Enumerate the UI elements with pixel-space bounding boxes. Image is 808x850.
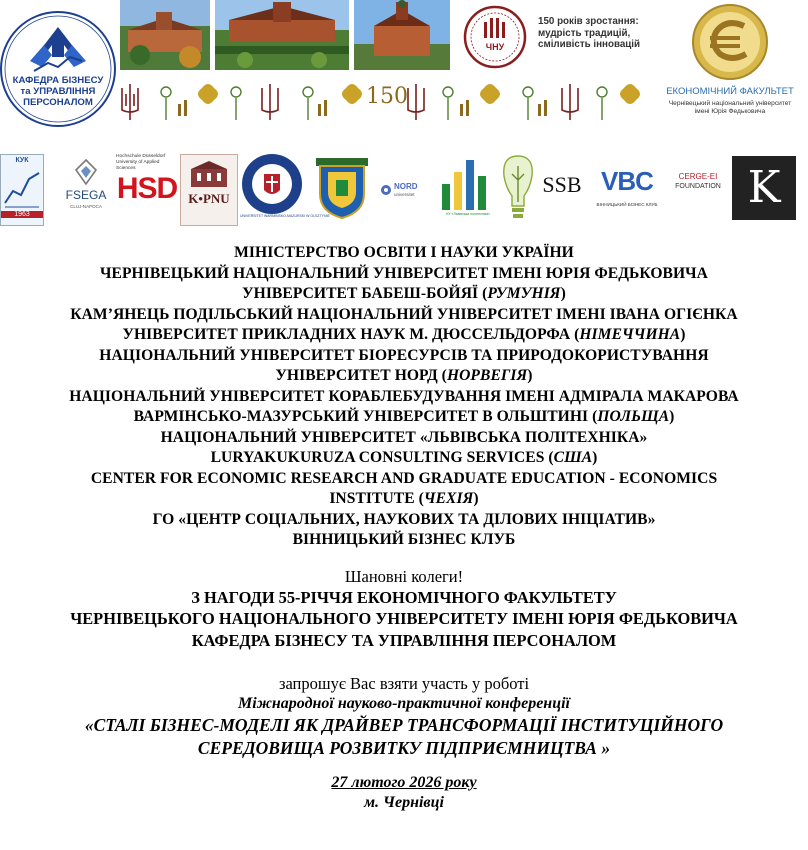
organizer-name: ВІННИЦЬКИЙ БІЗНЕС КЛУБ — [292, 531, 516, 548]
kuk-logo-label: КУК — [15, 157, 29, 164]
faculty-medallion-icon — [660, 0, 800, 84]
lpnu-label: НУ «Львівська політехніка» — [445, 212, 491, 216]
chnu-seal-label: ЧНУ — [485, 42, 505, 52]
organizer-country: ПОЛЬЩА — [597, 408, 670, 425]
organizer-line — [0, 387, 808, 408]
organizer-name: ГО «ЦЕНТР СОЦІАЛЬНИХ, НАУКОВИХ ТА ДІЛОВИХ ІНІЦІАТИВ» — [152, 510, 656, 528]
ornament-strip — [118, 74, 648, 126]
vbc-sublabel: ВІННИЦЬКИЙ БІЗНЕС КЛУБ — [596, 202, 658, 207]
kuk-logo — [0, 154, 44, 226]
kpnu-building-icon — [187, 159, 231, 189]
kpnu-logo — [180, 154, 238, 226]
organizer-name: НАЦІОНАЛЬНИЙ УНІВЕРСИТЕТ «ЛЬВІВСЬКА ПОЛІТЕХНІКА» — [160, 428, 648, 446]
organizer-line — [0, 305, 808, 326]
organizer-line — [0, 264, 808, 285]
faculty-title: ЕКОНОМІЧНИЙ ФАКУЛЬТЕТ — [666, 86, 794, 97]
kpnu-label: K•PNU — [188, 191, 230, 206]
cerge-label: CERGE-EI — [678, 172, 718, 181]
headline — [0, 587, 808, 652]
organizer-name: КАМ’ЯНЕЦЬ ПОДІЛЬСЬКИЙ НАЦІОНАЛЬНИЙ УНІВЕРСИТЕТ ІМЕНІ ІВАНА ОГІЄНКА — [70, 305, 738, 323]
department-logo — [0, 5, 116, 133]
invitation-text: запрошує Вас взяти участь у роботі — [278, 674, 530, 693]
organizer-country: НОРВЕГІЯ — [446, 367, 528, 384]
fsega-label: FSEGA — [65, 188, 107, 202]
department-logo-line: КАФЕДРА БІЗНЕСУ — [12, 75, 104, 86]
lpnu-bars-icon — [436, 154, 500, 210]
anniversary-slogan — [538, 16, 653, 51]
cerge-sublabel: FOUNDATION — [675, 183, 721, 190]
fsega-sublabel: CLUJ-NAPOCA — [70, 204, 102, 209]
chnu-seal — [460, 4, 530, 70]
kuk-year: 1963 — [1, 211, 43, 218]
organizer-name: CENTER FOR ECONOMIC RESEARCH AND GRADUATE EDUCATION - ECONOMICS — [90, 469, 718, 487]
organizer-country: ЧЕХІЯ — [423, 490, 474, 507]
organizer-name: НАЦІОНАЛЬНИЙ УНІВЕРСИТЕТ КОРАБЛЕБУДУВАННЯ ІМЕНІ АДМІРАЛА МАКАРОВА — [69, 387, 739, 405]
conference-type: Міжнародної науково-практичної конференції — [238, 695, 570, 712]
nord-label: NORD — [394, 182, 418, 191]
organizer-line — [0, 346, 808, 367]
conference-city: м. Чернівці — [364, 794, 444, 811]
anniversary-line: сміливість інновацій — [538, 39, 641, 51]
anniversary-title: 150 років зростання: — [538, 16, 639, 27]
faculty-subtitle-line: імені Юрія Федьковича — [694, 108, 766, 115]
department-logo-line: та УПРАВЛІННЯ — [20, 86, 96, 97]
organizer-name: LURYAKUKURUZA CONSULTING SERVICES ( — [210, 449, 554, 466]
organizer-line: ВАРМІНСЬКО-МАЗУРСЬКИЙ УНІВЕРСИТЕТ В ОЛЬШТИНІ (ПОЛЬЩА) — [133, 408, 675, 425]
organizer-line: УНІВЕРСИТЕТ НОРД (НОРВЕГІЯ) — [275, 367, 533, 384]
coat-of-arms-logo — [310, 154, 374, 222]
department-logo-icon — [0, 5, 116, 133]
conference-title — [0, 714, 808, 759]
organizer-country: РУМУНІЯ — [487, 285, 561, 302]
partner-logos-row — [0, 150, 808, 230]
headline-line: З НАГОДИ 55-РІЧЧЯ ЕКОНОМІЧНОГО ФАКУЛЬТЕТУ — [191, 587, 617, 607]
organizer-line — [0, 428, 808, 449]
nord-logo — [380, 182, 436, 206]
chnu-seal-icon — [460, 4, 530, 70]
organizer-name: ЧЕРНІВЕЦЬКИЙ НАЦІОНАЛЬНИЙ УНІВЕРСИТЕТ ІМЕНІ ЮРІЯ ФЕДЬКОВИЧА — [100, 264, 708, 282]
ornament-150: 150 — [366, 84, 408, 109]
headline-line: КАФЕДРА БІЗНЕСУ ТА УПРАВЛІННЯ ПЕРСОНАЛОМ — [191, 630, 617, 650]
organizer-line: УНІВЕРСИТЕТ БАБЕШ-БОЙЯЇ (РУМУНІЯ) — [242, 285, 566, 302]
campus-photo — [354, 0, 450, 70]
lpnu-logo — [436, 154, 500, 224]
kuk-chart-icon — [5, 169, 39, 209]
ssb-logo — [538, 168, 586, 208]
organizer-name: МІНІСТЕРСТВО ОСВІТИ І НАУКИ УКРАЇНИ — [234, 244, 574, 261]
campus-photo — [120, 0, 210, 70]
greeting: Шановні колеги! — [344, 566, 464, 586]
organizers-list — [0, 243, 808, 551]
fsega-emblem-icon — [58, 158, 114, 188]
ssb-label: SSB — [542, 172, 582, 197]
hsd-logo — [114, 154, 180, 224]
organizer-name: УНІВЕРСИТЕТ БАБЕШ-БОЙЯЇ ( — [242, 285, 488, 302]
conference-date: 27 лютого 2026 року — [331, 774, 477, 791]
lightbulb-logo — [500, 152, 536, 226]
k-logo — [732, 156, 796, 220]
organizer-country: США — [553, 449, 593, 466]
conference-title-line: СЕРЕДОВИЩА РОЗВИТКУ ПІДПРИЄМНИЦТВА » — [197, 737, 611, 758]
warmia-label: UNIVERSITET WARMINSKO-MAZURSKI W OLSZTYNIE — [240, 214, 330, 218]
k-logo-label: K — [747, 162, 781, 213]
organizer-name: УНІВЕРСИТЕТ НОРД ( — [275, 367, 447, 384]
hsd-small-text — [116, 154, 180, 172]
organizer-line — [0, 530, 808, 551]
hsd-label: HSD — [116, 172, 178, 205]
organizer-name: УНІВЕРСИТЕТ ПРИКЛАДНИХ НАУК М. ДЮССЕЛЬДОРФА ( — [122, 326, 580, 343]
organizer-line: LURYAKUKURUZA CONSULTING SERVICES (США) — [210, 449, 598, 466]
organizer-name: INSTITUTE ( — [329, 490, 424, 507]
campus-photo — [215, 0, 349, 70]
vbc-logo — [588, 164, 666, 216]
department-logo-line: ПЕРСОНАЛОМ — [23, 97, 93, 108]
lightbulb-icon — [500, 152, 536, 226]
organizer-line — [0, 243, 808, 264]
hsd-small-line: University of Applied Sciences — [116, 160, 160, 171]
faculty-subtitle — [660, 100, 800, 116]
coat-of-arms-icon — [310, 154, 374, 222]
organizer-country: НІМЕЧЧИНА — [579, 326, 681, 343]
headline-line: ЧЕРНІВЕЦЬКОГО НАЦІОНАЛЬНОГО УНІВЕРСИТЕТУ ІМЕНІ ЮРІЯ ФЕДЬКОВИЧА — [70, 609, 738, 628]
organizer-name: ВАРМІНСЬКО-МАЗУРСЬКИЙ УНІВЕРСИТЕТ В ОЛЬШТИНІ ( — [133, 408, 598, 425]
vbc-label: VBC — [601, 166, 653, 196]
warmia-logo — [240, 152, 330, 220]
organizer-name: НАЦІОНАЛЬНИЙ УНІВЕРСИТЕТ БІОРЕСУРСІВ ТА ПРИРОДОКОРИСТУВАННЯ — [99, 346, 709, 364]
nord-sublabel: universitet — [394, 192, 415, 197]
organizer-line: INSTITUTE (ЧЕХІЯ) — [329, 490, 479, 507]
organizer-line: УНІВЕРСИТЕТ ПРИКЛАДНИХ НАУК М. ДЮССЕЛЬДОРФА (НІМЕЧЧИНА) — [122, 326, 686, 343]
anniversary-line: мудрість традицій, — [538, 27, 631, 39]
document-body — [0, 243, 808, 813]
cerge-logo — [668, 172, 728, 202]
organizer-line — [0, 510, 808, 531]
faculty-subtitle-line: Чернівецький національний університет — [668, 100, 792, 107]
hsd-small-line: Hochschule Düsseldorf — [116, 154, 166, 159]
conference-title-line: «СТАЛІ БІЗНЕС-МОДЕЛІ ЯК ДРАЙВЕР ТРАНСФОРМАЦІЇ ІНСТИТУЦІЙНОГО — [84, 715, 724, 735]
header-logos-row — [0, 0, 808, 140]
fsega-logo — [58, 158, 114, 224]
organizer-line — [0, 469, 808, 490]
nord-dot-icon — [380, 184, 392, 196]
faculty-logo — [660, 0, 800, 136]
